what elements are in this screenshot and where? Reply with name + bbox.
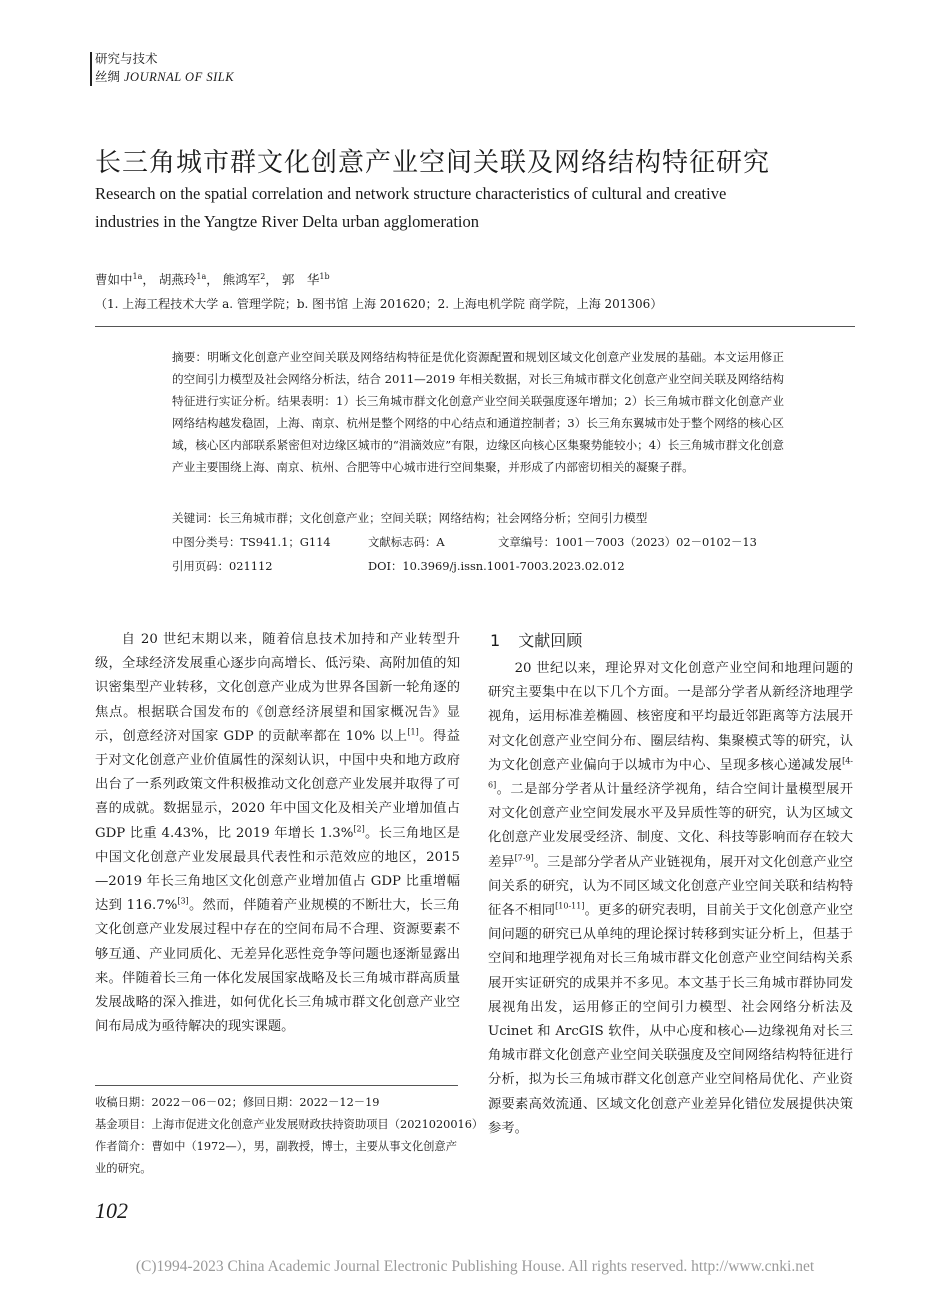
copyright-watermark: (C)1994-2023 China Academic Journal Electronic Publishing House. All rights reserved. http://www.cnki.net (135, 1258, 815, 1275)
abstract (172, 346, 784, 478)
citation-ref: [3] (177, 896, 189, 906)
literature-column (488, 657, 853, 1141)
keywords-label: 关键词： (172, 511, 219, 525)
citation-ref: [7-9] (514, 853, 534, 863)
section-title: 文献回顾 (518, 631, 583, 650)
intro-column (95, 628, 460, 1039)
keywords (172, 510, 647, 526)
keywords-text: 长三角城市群；文化创意产业；空间关联；网络结构；社会网络分析；空间引力模型 (218, 511, 648, 525)
header-category: 研究与技术 (95, 51, 158, 66)
section-number: 1 (490, 631, 501, 650)
received-dates: 收稿日期：2022－06－02；修回日期：2022－12－19 (95, 1096, 380, 1109)
citation-ref: [4-6] (488, 756, 853, 790)
author-name: 熊鸿军 (222, 272, 261, 287)
title-english: Research on the spatial correlation and network structure characteristics of cultural and creative industries in the Yangtze River Delta urban agglomeration (95, 184, 727, 231)
author-name: 曹如中 (95, 272, 133, 287)
author-affil-mark: 1a (132, 271, 143, 281)
affiliation: （1. 上海工程技术大学 a. 管理学院；b. 图书馆 上海 201620；2. 上海电机学院 商学院，上海 201306） (95, 297, 663, 311)
author-bio: 作者简介：曹如中（1972—），男，副教授，博士，主要从事文化创意产 (95, 1140, 458, 1153)
citation-ref: [2] (353, 824, 365, 834)
title-divider (95, 326, 855, 327)
footnote-divider (95, 1085, 458, 1086)
document-code: 文献标志码：A (368, 535, 445, 549)
doi: DOI：10.3969/j.issn.1001-7003.2023.02.012 (368, 559, 625, 573)
author-name: 郭 华 (281, 272, 320, 287)
citation-page: 引用页码：021112 (172, 559, 273, 573)
intro-paragraph: 自 20 世纪末期以来，随着信息技术加持和产业转型升级，全球经济发展重心逐步向高增长、低污染、高附加值的知识密集型产业转移，文化创意产业成为世界各国新一轮角逐的焦点。根据联合国发布的《创意经济展望和国家概况告》显示，创意经济对国家 GDP 的贡献率都在 10% 以上[1]。得益于对文化创意产业价值属性的深刻认识，中国中央和地方政府出台了一系列政策文件积极推动文化创意产业发展并取得了可喜的成就。数据显示，2020 年中国文化及相关产业增加值占 GDP 比重 4.43%，比 2019 年增长 1.3%[2]。长三角地区是中国文化创意产业发展最具代表性和示范效应的地区，2015—2019 年长三角地区文化创意产业增加值占 GDP 比重增幅达到 116.7%[3]。然而，伴随着产业规模的不断壮大，长三角文化创意产业发展过程中存在的空间布局不合理、资源要素不够互通、产业同质化、无差异化恶性竞争等问题也逐渐显露出来。伴随着长三角一体化发展国家战略及长三角城市群高质量发展战略的深入推进，如何优化长三角城市群文化创意产业空间布局成为亟待解决的现实课题。 (95, 632, 461, 1035)
author-affil-mark: 1a (196, 271, 207, 281)
journal-name-cn: 丝绸 (95, 69, 121, 84)
author-affil-mark: 1b (319, 271, 330, 281)
abstract-label: 摘要： (172, 350, 208, 364)
header-journal (95, 68, 234, 86)
journal-name-en: JOURNAL OF SILK (124, 70, 235, 84)
running-header (95, 50, 234, 86)
fund-info: 基金项目：上海市促进文化创意产业发展财政扶持资助项目（2021020016） (95, 1118, 484, 1131)
header-rule (90, 52, 92, 86)
author-bio-cont: 业的研究。 (95, 1162, 152, 1175)
footnotes (95, 1092, 484, 1180)
abstract-text: 明晰文化创意产业空间关联及网络结构特征是优化资源配置和规划区域文化创意产业发展的基础。本文运用修正的空间引力模型及社会网络分析法，结合 2011—2019 年相关数据，对长三角城市群文化创意产业空间关联及网络结构特征进行实证分析。结果表明：1）长三角城市群文化创意产业空间关联强度逐年增加；2）长三角城市群文化创意产业网络结构越发稳固，上海、南京、杭州是整个网络的中心结点和通道控制者；3）长三角东翼城市处于整个网络的核心区域，核心区内部联系紧密但对边缘区城市的“涓滴效应”有限，边缘区向核心区集聚势能较小；4）长三角城市群文化创意产业主要围绕上海、南京、杭州、合肥等中心城市进行空间集聚，并形成了内部密切相关的凝聚子群。 (172, 350, 784, 474)
article-number: 文章编号：1001－7003（2023）02－0102－13 (498, 535, 757, 549)
title-chinese: 长三角城市群文化创意产业空间关联及网络结构特征研究 (95, 148, 771, 178)
section-heading (490, 628, 582, 651)
citation-ref: [10-11] (555, 901, 585, 911)
citation-ref: [1] (407, 727, 419, 737)
author-list: 曹如中$^{1a}$， 胡燕玲$^{1a}$， 熊鸿军$^2$， 郭 华$^{1b}$ (95, 271, 330, 287)
page-number: 102 (95, 1198, 128, 1223)
author-affil-mark: 2 (260, 271, 266, 281)
clc-number: 中图分类号：TS941.1；G114 (172, 535, 331, 549)
author-name: 胡燕玲 (158, 272, 197, 287)
literature-paragraph: 20 世纪以来，理论界对文化创意产业空间和地理问题的研究主要集中在以下几个方面。一是部分学者从新经济地理学视角，运用标准差椭圆、核密度和平均最近邻距离等方法展开对文化创意产业空间分布、圈层结构、集聚模式等的研究，认为文化创意产业偏向于以城市为中心、呈现多核心递减发展[4-6]。二是部分学者从计量经济学视角，结合空间计量模型展开对文化创意产业空间发展水平及异质性等的研究，认为区域文化创意产业发展受经济、制度、文化、科技等影响而存在较大差异[7-9]。三是部分学者从产业链视角，展开对文化创意产业空间关系的研究，认为不同区域文化创意产业空间关联和结构特征各不相同[10-11]。更多的研究表明，目前关于文化创意产业空间问题的研究已从单纯的理论探讨转移到实证分析上，但基于空间和地理学视角对长三角城市群文化创意产业空间结构关系展开实证研究的成果并不多见。本文基于长三角城市群协同发展视角出发，运用修正的空间引力模型、社会网络分析法及 Ucinet 和 ArcGIS 软件，从中心度和核心—边缘视角对长三角城市群文化创意产业空间关联强度及空间网络结构特征进行分析，拟为长三角城市群文化创意产业空间格局优化、产业资源要素高效流通、区域文化创意产业差异化错位发展提供决策参考。 (488, 661, 854, 1136)
